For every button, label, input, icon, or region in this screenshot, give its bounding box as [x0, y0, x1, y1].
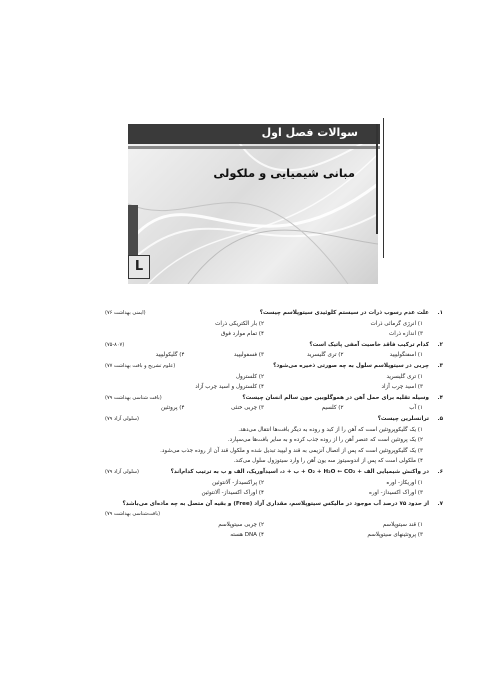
- question-source: (بافت شناسی بهداشت ۷۹): [105, 394, 162, 401]
- question-text: از حدود ۷۵ درصد آب موجود در مالیکس سیتوپلاسم، مقداری آزاد (Free) و بقیه آن متصل به چه ماده‌ای می‌باشد؟: [122, 500, 429, 507]
- option: ۴) گلیکولیپید: [155, 352, 185, 359]
- option: ۱) آب: [409, 405, 423, 412]
- option: ۱) اوریکاز- اوره: [386, 479, 423, 486]
- question-3: [105, 361, 443, 393]
- question-number: ۴.: [437, 394, 443, 401]
- question-4: [105, 393, 443, 414]
- option: ۲) چربی سیتوپلاسم: [218, 521, 264, 528]
- question-source: (بافت‌شناسی بهداشت ۷۹): [105, 511, 161, 518]
- option: ۴) DNA هسته: [230, 532, 264, 539]
- option: ۲) تری گلیسرید: [306, 352, 344, 359]
- chapter-title-bar: [128, 124, 380, 144]
- question-number: ۵.: [437, 415, 443, 422]
- chapter-logo: L: [128, 255, 150, 279]
- vertical-rule-thin: [383, 118, 384, 258]
- question-1: [105, 308, 443, 340]
- question-list: [105, 308, 443, 541]
- question-number: ۲.: [437, 341, 443, 348]
- question-source: (سلولی آزاد ۷۹): [105, 468, 139, 475]
- question-source: (سلولی آزاد ۷۹): [105, 415, 139, 422]
- question-source: (۷۵-۸۰۷): [105, 341, 125, 348]
- option: ۲) پراکسیداز- آلانتوئین: [212, 479, 264, 486]
- question-6: [105, 467, 443, 499]
- option: ۴) اوراک اکسیداز- آلانتوئین: [201, 490, 264, 497]
- question-source: (علوم تشریح و بافت بهداشت ۷۷): [105, 362, 176, 369]
- title-stripe: [128, 146, 380, 149]
- option: ۴) کلسترول و اسید چرب آزاد: [195, 384, 264, 391]
- question-number: ۱.: [437, 310, 443, 316]
- question-7: [105, 499, 443, 541]
- question-source: (ایمنی بهداشت ۷۶): [105, 310, 146, 316]
- option: ۴) پروتئین: [160, 405, 185, 412]
- question-text: علت عدم رسوب ذرات در سیستم کلوئیدی سیتوپلاسم چیست؟: [259, 310, 429, 316]
- option: ۴) ملکولی است که پس از اندوسیتوز سه یون آهن را وارد سیتوزول سلول می‌کند.: [233, 458, 423, 465]
- question-text: کدام ترکیب فاقد خاصیت آمفی پاتیک است؟: [309, 341, 429, 348]
- option: ۳) اوراک اکسیداز- اوره: [368, 490, 423, 497]
- question-text: ترانسلرین چیست؟: [377, 415, 429, 422]
- option: ۲) بار الکتریکی ذرات: [215, 320, 264, 327]
- question-number: ۳.: [437, 362, 443, 369]
- option: ۱) یک گلیکوپروتئین است که آهن را از کبد و روده به دیگر بافت‌ها انتقال می‌دهد.: [238, 426, 423, 433]
- option: ۱) تری گلیسرید: [386, 373, 423, 380]
- option: ۳) اسید چرب آزاد: [381, 384, 423, 391]
- option: ۳) اندازه ذرات: [389, 331, 423, 338]
- option: ۳) چربی خنثی: [230, 405, 264, 412]
- option: ۱) انرژی گرمائی ذرات: [370, 320, 423, 327]
- question-number: ۶.: [437, 468, 443, 475]
- option: ۳) فسفولیپید: [233, 352, 264, 359]
- question-2: [105, 340, 443, 361]
- vertical-rule: [376, 124, 378, 234]
- option: ۳) یک گلیکوپروتئین است که پس از اتصال آنزیمی به قند و لیپید تبدیل شده و ملکول قند آن از روده جذب می‌شود.: [160, 447, 423, 454]
- chapter-title: سوالات فصل اول: [261, 126, 358, 139]
- left-rule: [128, 205, 138, 255]
- option: ۱) قند سیتوپلاسم: [382, 521, 423, 528]
- question-text: وسیله تقلیه برای حمل آهن در هموگلوبین خون سالم انسان چیست؟: [242, 394, 429, 401]
- option: ۲) کلسیم: [321, 405, 344, 412]
- option: ۳) پروتئینهای سیتوپلاسم: [367, 532, 423, 539]
- question-text: چربی در سیتوپلاسم سلول به چه صورتی ذخیره می‌شود؟: [273, 362, 429, 369]
- option: ۱) اسفنگولیپید: [389, 352, 423, 359]
- question-5: [105, 414, 443, 467]
- option: ۲) یک پروتئین است که عنصر آهن را از روده جذب کرده و به سایر بافت‌ها می‌سپارد.: [227, 437, 423, 444]
- section-title: مبانی شیمیایی و ملکولی: [213, 166, 355, 180]
- option: ۲) کلسترول: [235, 373, 264, 380]
- question-text: در واکنش شیمیایی الف + O₂ + H₂O ← CO₂ + ب + د، اسیدآوریک، الف و ب به ترتیب کدام‌اند؟: [170, 468, 429, 475]
- question-number: ۷.: [437, 500, 443, 507]
- option: ۴) تمام موارد فوق: [220, 331, 264, 338]
